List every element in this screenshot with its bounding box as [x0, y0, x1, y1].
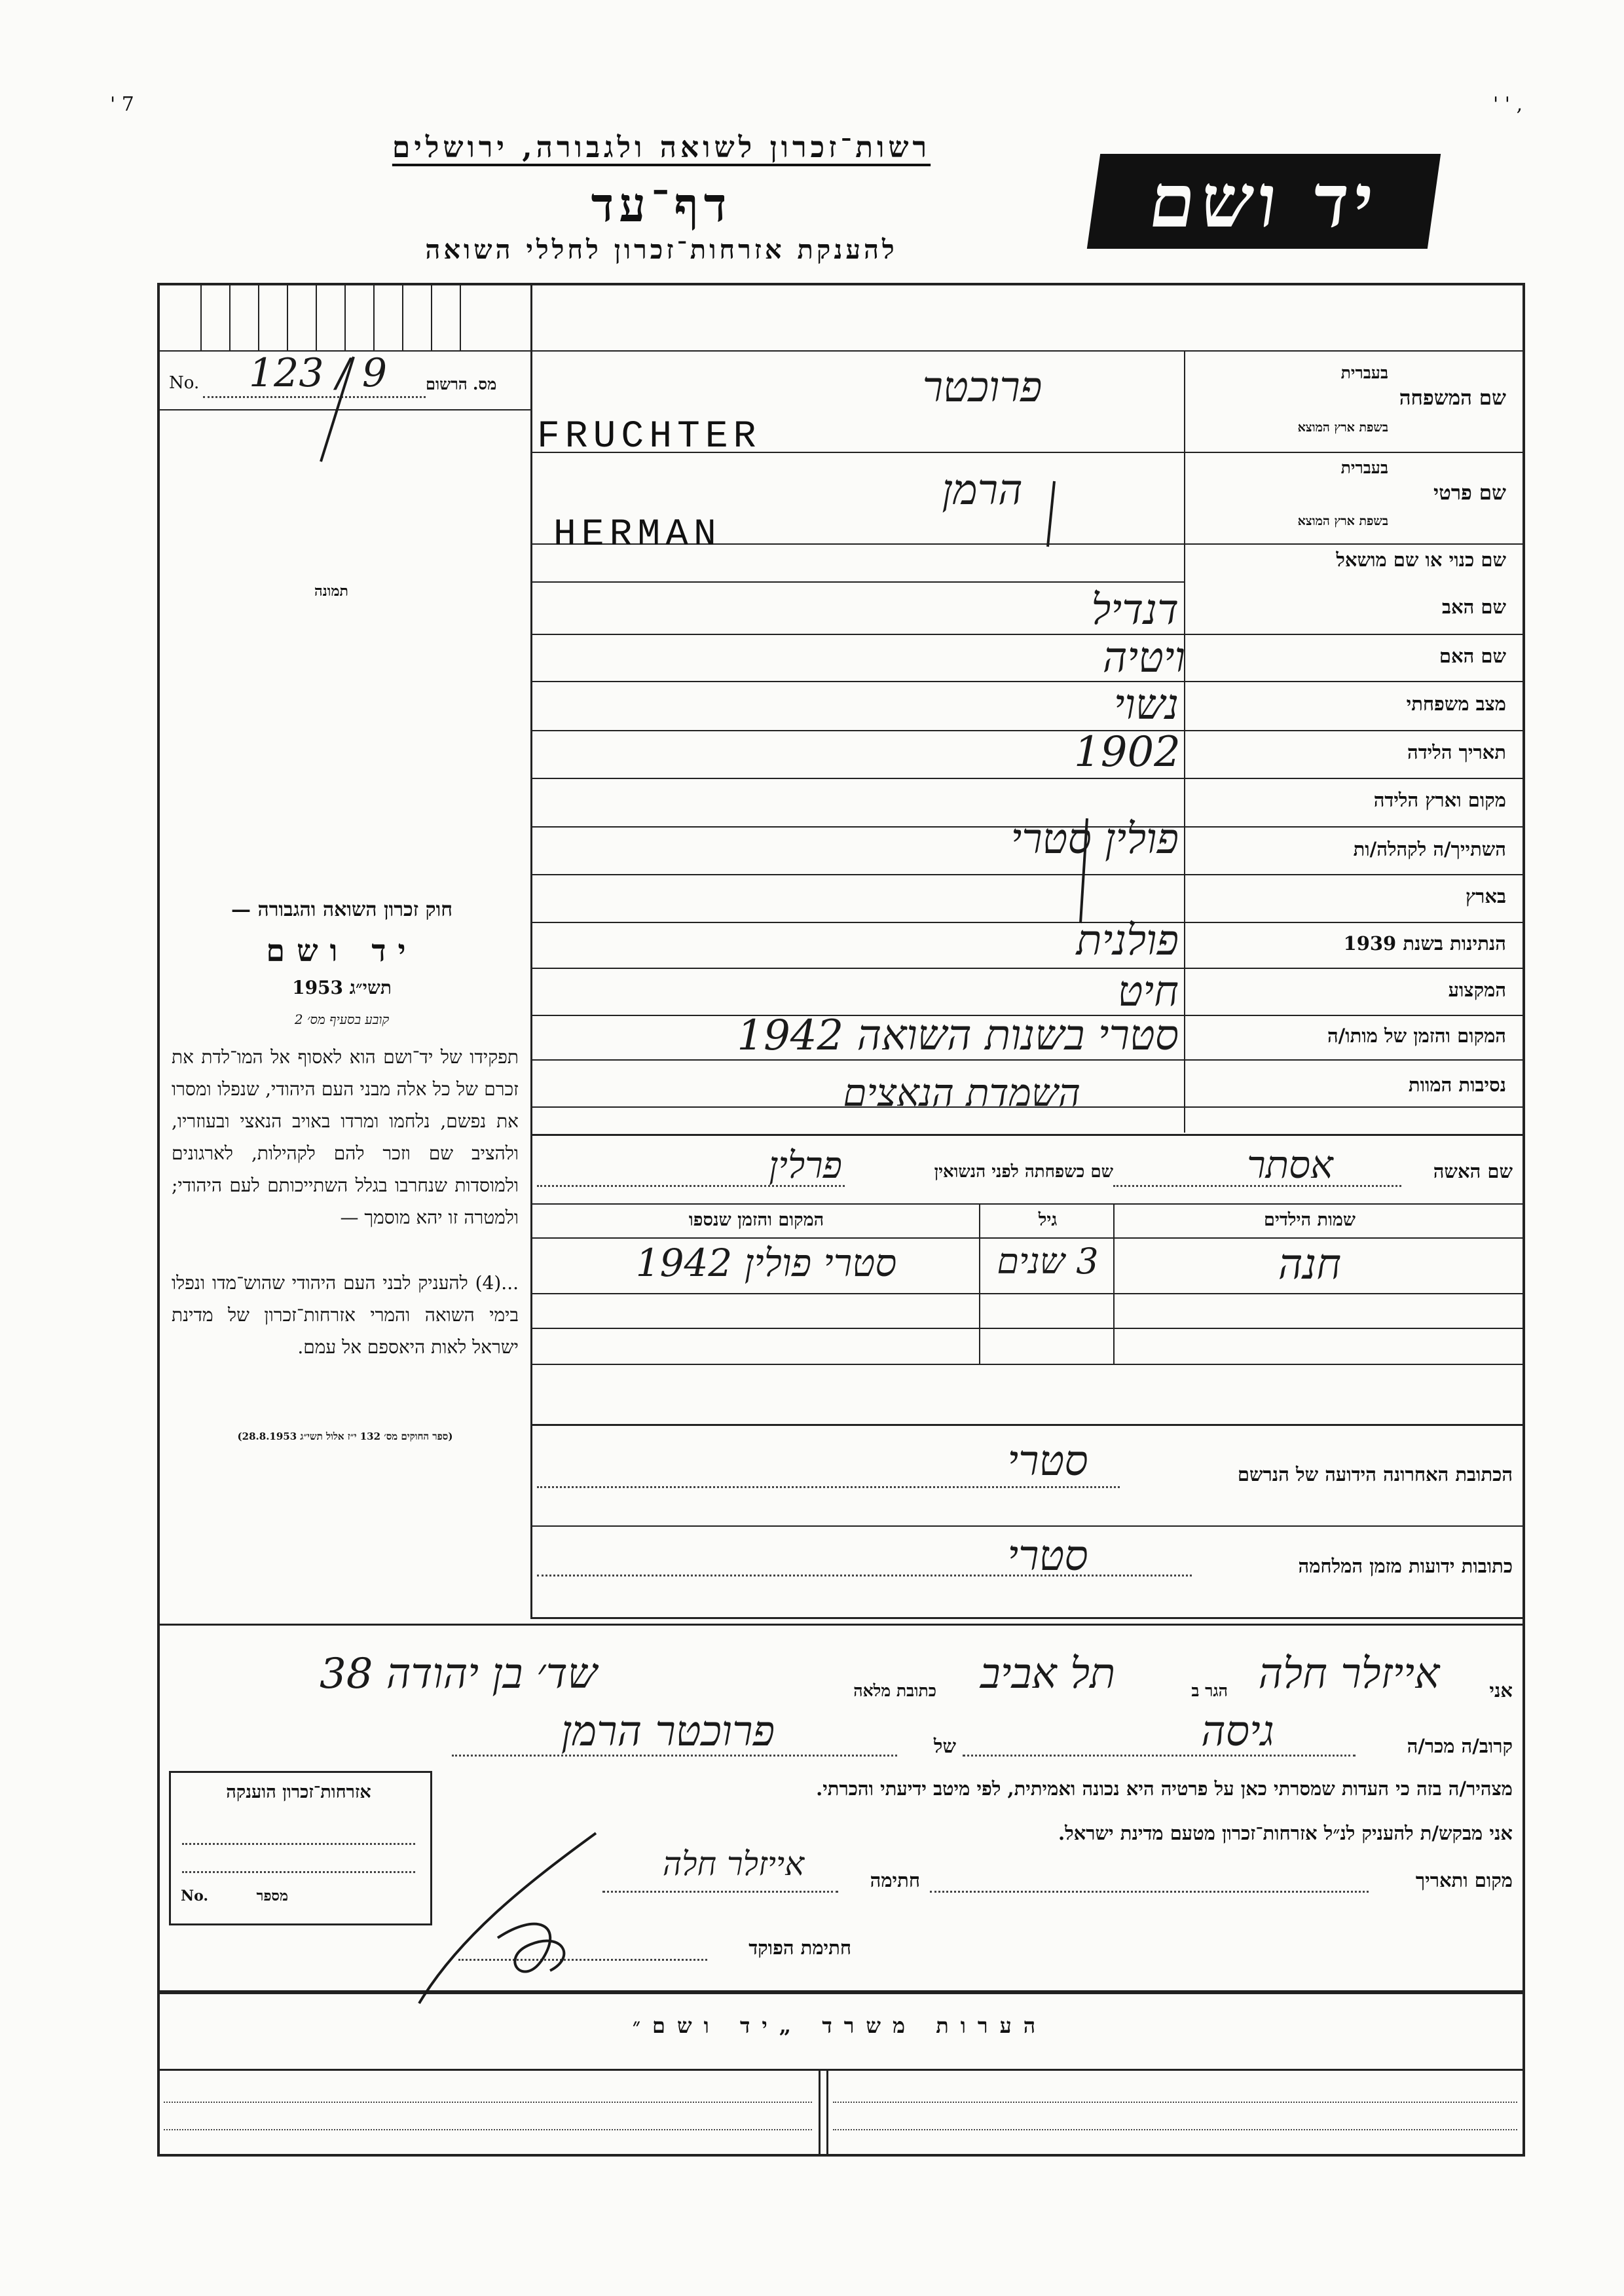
war-address-label: כתובות ידועות מזמן המלחמה	[1298, 1555, 1513, 1577]
nickname-label: שם כנוי או שם מושאל	[1336, 549, 1506, 571]
declaration-statement: מצהיר/ה בזה כי העדות שמסרתי כאן על פרטיה היא נכונה ואמיתית, לפי מיטב ידיעתי והכרתי.	[816, 1777, 1513, 1800]
citizenship-number-label: מספר	[256, 1887, 288, 1904]
children-age-header: גיל	[1038, 1210, 1058, 1230]
birthdate-label: תאריך הלידה	[1407, 741, 1506, 763]
child-age[interactable]: 3 שנים	[997, 1241, 1099, 1282]
registration-number[interactable]: 123 / 9	[249, 350, 388, 396]
surname-hebrew-sublabel: בעברית	[1340, 363, 1388, 382]
relation-of-value[interactable]: פרוכטר הרמן	[561, 1707, 775, 1756]
signature-label: חתימה	[870, 1869, 920, 1891]
law-clause: קובע בסעיף מס׳ 2	[294, 1011, 390, 1027]
circumstances-label: נסיבות המוות	[1408, 1074, 1506, 1096]
birthdate-value[interactable]: 1902	[1074, 728, 1181, 776]
firstname-origin-value[interactable]: HERMAN	[553, 514, 722, 556]
law-name: יד ושם	[266, 933, 418, 968]
citizenship-number-prefix: No.	[181, 1887, 209, 1904]
photo-label: תמונה	[314, 583, 348, 600]
declarant-i-label: אני	[1489, 1679, 1513, 1702]
surname-origin-sublabel: בשפת ארץ המוצא	[1297, 420, 1388, 435]
death-place-value[interactable]: סטרי בשנות השואה 1942	[737, 1011, 1179, 1060]
declarant-address-label: כתובת מלאה	[853, 1681, 936, 1700]
wife-maiden-label: שם כשפחתה לפני הנשואין	[934, 1162, 1113, 1182]
relation-of-label: של	[933, 1735, 956, 1757]
child-name[interactable]: חנה	[1278, 1241, 1342, 1289]
mother-value[interactable]: ויטיה	[1102, 634, 1185, 682]
declarant-city[interactable]: תל אביב	[980, 1650, 1116, 1698]
surname-hebrew-value[interactable]: פרוכטר	[922, 363, 1043, 412]
place-date-label: מקום ותאריך	[1415, 1869, 1513, 1891]
profession-value[interactable]: חיט	[1117, 968, 1179, 1016]
birthplace-label: מקום וארץ הלידה	[1373, 789, 1506, 811]
law-citation: (ספר החוקים מס׳ 132 י״ז אלול תשי״ג 28.8.1953)	[237, 1430, 453, 1442]
declarant-address[interactable]: שד׳ בן יהודה 38	[320, 1650, 597, 1698]
authority-heading: רשות־זכרון לשואה ולגבורה, ירושלים	[392, 131, 931, 164]
death-place-label: המקום והזמן של מותו/ה	[1327, 1025, 1506, 1047]
surname-label: שם המשפחה	[1399, 386, 1506, 410]
declarant-lives-label: הגר ב	[1191, 1681, 1228, 1700]
father-value[interactable]: דנדיל	[1091, 586, 1179, 634]
wife-value[interactable]: אסתר	[1247, 1142, 1333, 1187]
relation-label: קרוב/ה מכר/ה	[1407, 1735, 1513, 1757]
signature-value[interactable]: אייזלר חלה	[662, 1845, 805, 1883]
marital-status-value[interactable]: נשוי	[1113, 681, 1179, 729]
citizenship-granted-title: אזרחות־זכרון הוענקה	[226, 1782, 371, 1802]
war-address-value[interactable]: סטרי	[1007, 1532, 1088, 1580]
law-title: חוק זכרון השואה והגבורה —	[231, 898, 452, 921]
citizenship-label: הנתינות בשנת 1939	[1343, 932, 1506, 955]
corner-mark-left: ' 7	[110, 93, 134, 116]
profession-label: המקצוע	[1448, 979, 1506, 1001]
firstname-hebrew-sublabel: בעברית	[1340, 458, 1388, 477]
registration-prefix: No.	[169, 373, 200, 393]
community-label: השתייך/ה לקהלה/ות	[1353, 838, 1506, 860]
mother-label: שם האם	[1439, 645, 1506, 667]
registration-label: מס. הרשום	[426, 374, 497, 393]
office-notes-title: הערות משרד „יד ושם״	[632, 2013, 1048, 2038]
firstname-label: שם פרטי	[1433, 481, 1506, 505]
relation-value[interactable]: גיסה	[1201, 1707, 1274, 1756]
marital-status-label: מצב משפחתי	[1406, 693, 1506, 715]
citizenship-request: אני מבקש/ת להעניק לנ״ל אזרחות־זכרון מטעם מדינת ישראל.	[1058, 1822, 1513, 1844]
children-place-header: המקום והזמן שנספו	[688, 1210, 824, 1230]
birthplace-value[interactable]: פולין סטרי	[1010, 815, 1179, 864]
declarant-name[interactable]: אייזלר חלה	[1258, 1650, 1440, 1698]
citizenship-value[interactable]: פולנית	[1076, 917, 1179, 965]
firstname-hebrew-value[interactable]: הרמן	[942, 466, 1023, 515]
circumstances-value[interactable]: השמדת הנאצים	[843, 1070, 1080, 1115]
country-label: בארץ	[1466, 885, 1506, 907]
law-text-citizenship: ...(4) להעניק לבני העם היהודי שהוש־מדו ונפלו בימי השואה והמרי אזרחות־זכרון של מדינת ישראל לאות היאספם אל עמם.	[172, 1272, 519, 1358]
law-text-purpose: תפקידו של יד־ושם הוא לאסוף אל המו־לדת את זכרם של כל אלה מבני העם היהודי, שנפלו ומסרו את נפשם, נלחמו ומרדו באויב הנאצי ובעוזריו, ולהציב שם וזכר להם לקהילות, לארגונים ולמוסדות שנחרבו בגלל השתייכותם לעם היהודי; ולמטרה זו יהא מוסמך —	[172, 1046, 519, 1228]
wife-label: שם האשה	[1433, 1160, 1513, 1182]
yad-vashem-logo: יד ושם	[1087, 154, 1441, 249]
child-place[interactable]: סטרי פולין 1942	[635, 1241, 897, 1285]
father-label: שם האב	[1441, 596, 1506, 618]
corner-mark-right: ' ' ,	[1493, 93, 1523, 116]
last-address-value[interactable]: סטרי	[1007, 1437, 1088, 1485]
surname-origin-value[interactable]: FRUCHTER	[537, 416, 762, 458]
form-subtitle: להענקת אזרחות־זכרון לחללי השואה	[425, 234, 898, 265]
law-year: תשי״ג 1953	[292, 977, 392, 998]
children-names-header: שמות הילדים	[1263, 1210, 1356, 1230]
firstname-origin-sublabel: בשפת ארץ המוצא	[1297, 514, 1388, 528]
form-title: דף־עד	[591, 177, 732, 232]
last-address-label: הכתובת האחרונה הידועה של הנרשם	[1237, 1463, 1513, 1485]
officer-signature-label: חתימת הפוקד	[748, 1937, 851, 1959]
wife-maiden-value[interactable]: פרלין	[769, 1144, 842, 1187]
